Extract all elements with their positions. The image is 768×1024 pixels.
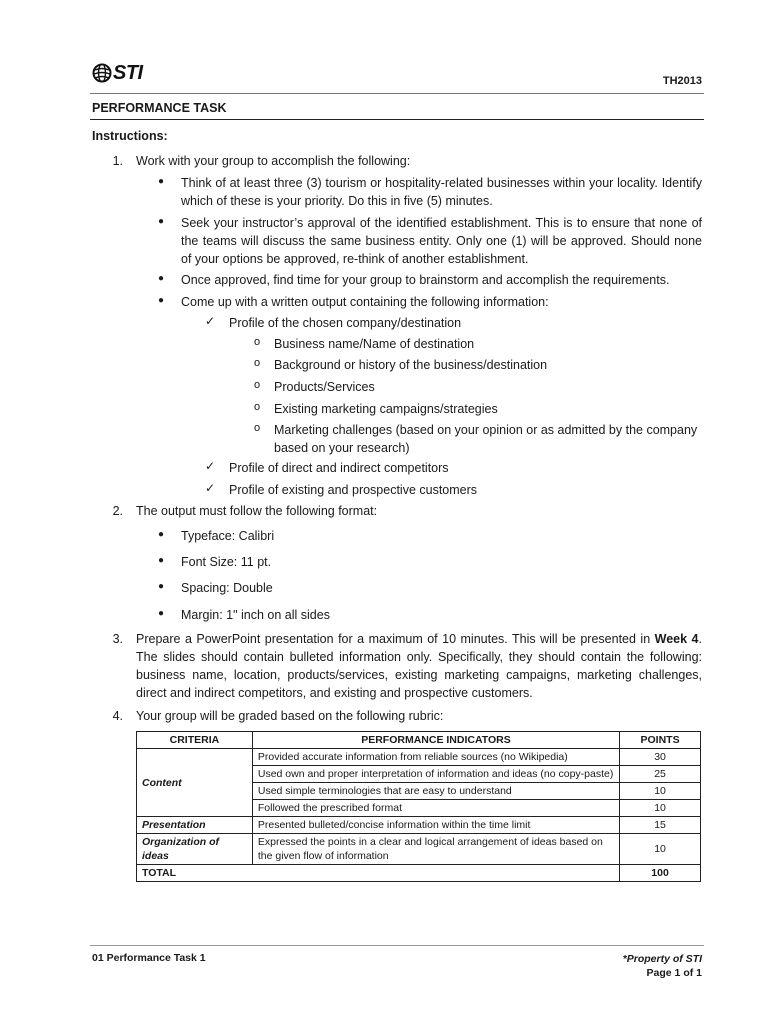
page-title: PERFORMANCE TASK bbox=[92, 101, 227, 115]
bullet-icon: ● bbox=[158, 176, 165, 187]
item-text-part: Prepare a PowerPoint presentation for a maximum of 10 minutes. This will be presented in bbox=[136, 632, 655, 646]
list-item: Typeface: Calibri bbox=[181, 529, 275, 543]
circle-bullet-icon: o bbox=[254, 401, 261, 413]
week-highlight: Week 4 bbox=[654, 632, 699, 646]
title-divider bbox=[90, 119, 704, 120]
checkmark-icon: ✓ bbox=[205, 314, 216, 328]
indicator-cell: Expressed the points in a clear and logical arrangement of ideas based on the given flow of information bbox=[252, 834, 619, 865]
sub-item: Business name/Name of destination bbox=[274, 337, 475, 351]
item-number: 1. bbox=[112, 154, 123, 168]
circle-bullet-icon: o bbox=[254, 422, 261, 434]
bullet-icon: ● bbox=[158, 529, 165, 540]
footer-right bbox=[623, 952, 702, 980]
points-cell: 10 bbox=[620, 783, 701, 800]
circle-bullet-icon: o bbox=[254, 336, 261, 348]
checkmark-icon: ✓ bbox=[205, 481, 216, 495]
list-item: Come up with a written output containing the following information: bbox=[181, 295, 549, 309]
list-item: Seek your instructor’s approval of the identified establishment. This is to ensure that none of the teams will discuss the same business entity. Only one (1) will be approved. Should none of your options be approved, re-think of another establishment. bbox=[181, 216, 702, 266]
points-cell: 30 bbox=[620, 749, 701, 766]
indicator-cell: Presented bulleted/concise information within the time limit bbox=[252, 817, 619, 834]
instructions-label: Instructions: bbox=[92, 129, 168, 143]
footer-divider bbox=[90, 945, 704, 946]
logo-text: STI bbox=[113, 61, 143, 84]
check-item: Profile of existing and prospective customers bbox=[229, 483, 478, 497]
sub-item: Marketing challenges (based on your opinion or as admitted by the company based on your research) bbox=[274, 423, 698, 455]
bullet-icon: ● bbox=[158, 216, 165, 227]
column-header: CRITERIA bbox=[137, 732, 253, 749]
globe-icon bbox=[92, 63, 112, 83]
table-row bbox=[137, 817, 701, 834]
circle-bullet-icon: o bbox=[254, 379, 261, 391]
column-header: POINTS bbox=[620, 732, 701, 749]
header-divider bbox=[90, 93, 704, 94]
item-text: Work with your group to accomplish the following: bbox=[136, 154, 411, 168]
criteria-cell: Presentation bbox=[137, 817, 253, 834]
check-item: Profile of the chosen company/destination bbox=[229, 316, 462, 330]
points-cell: 10 bbox=[620, 834, 701, 865]
list-item: Font Size: 11 pt. bbox=[181, 555, 272, 569]
list-item: Think of at least three (3) tourism or hospitality-related businesses within your locality. Identify which of these is your priority. Do this in five (5) minutes. bbox=[181, 176, 702, 208]
document-code: TH2013 bbox=[662, 75, 702, 87]
list-item: Margin: 1" inch on all sides bbox=[181, 608, 330, 622]
sub-item: Products/Services bbox=[274, 380, 375, 394]
list-item: Spacing: Double bbox=[181, 581, 273, 595]
indicator-cell: Used simple terminologies that are easy to understand bbox=[252, 783, 619, 800]
sub-item: Background or history of the business/destination bbox=[274, 358, 548, 372]
circle-bullet-icon: o bbox=[254, 357, 261, 369]
checkmark-icon: ✓ bbox=[205, 459, 216, 473]
item-number: 2. bbox=[112, 504, 123, 518]
property-notice: *Property of STI bbox=[622, 953, 702, 965]
bullet-icon: ● bbox=[158, 555, 165, 566]
rubric-table bbox=[136, 731, 701, 882]
table-row bbox=[137, 749, 701, 766]
criteria-cell: Organization of ideas bbox=[137, 834, 253, 865]
sti-logo bbox=[92, 61, 143, 85]
total-label: TOTAL bbox=[137, 865, 620, 882]
item-text: Your group will be graded based on the following rubric: bbox=[136, 709, 444, 723]
item-text: The output must follow the following format: bbox=[136, 504, 378, 518]
criteria-cell: Content bbox=[137, 749, 253, 817]
points-cell: 10 bbox=[620, 800, 701, 817]
bullet-icon: ● bbox=[158, 608, 165, 619]
item-text bbox=[136, 630, 702, 702]
total-points: 100 bbox=[620, 865, 701, 882]
column-header: PERFORMANCE INDICATORS bbox=[252, 732, 619, 749]
list-item: Once approved, find time for your group to brainstorm and accomplish the requirements. bbox=[181, 273, 670, 287]
table-header-row bbox=[137, 732, 701, 749]
points-cell: 15 bbox=[620, 817, 701, 834]
indicator-cell: Provided accurate information from reliable sources (no Wikipedia) bbox=[252, 749, 619, 766]
item-number: 3. bbox=[112, 632, 123, 646]
check-item: Profile of direct and indirect competitors bbox=[229, 461, 449, 475]
footer-document-name: 01 Performance Task 1 bbox=[92, 952, 206, 964]
indicator-cell: Followed the prescribed format bbox=[252, 800, 619, 817]
sub-item: Existing marketing campaigns/strategies bbox=[274, 402, 498, 416]
bullet-icon: ● bbox=[158, 273, 165, 284]
bullet-icon: ● bbox=[158, 581, 165, 592]
page-number: Page 1 of 1 bbox=[646, 967, 702, 979]
bullet-icon: ● bbox=[158, 295, 165, 306]
item-text-part: . The slides should contain bulleted information only. Specifically, they should contain the following: business name, location, products/services, existing marketing campaigns, marketing challenges, direct and indirect competitors, and existing and prospective customers. bbox=[136, 632, 702, 700]
table-row bbox=[137, 834, 701, 865]
item-number: 4. bbox=[112, 709, 123, 723]
points-cell: 25 bbox=[620, 766, 701, 783]
indicator-cell: Used own and proper interpretation of information and ideas (no copy-paste) bbox=[252, 766, 619, 783]
table-total-row bbox=[137, 865, 701, 882]
